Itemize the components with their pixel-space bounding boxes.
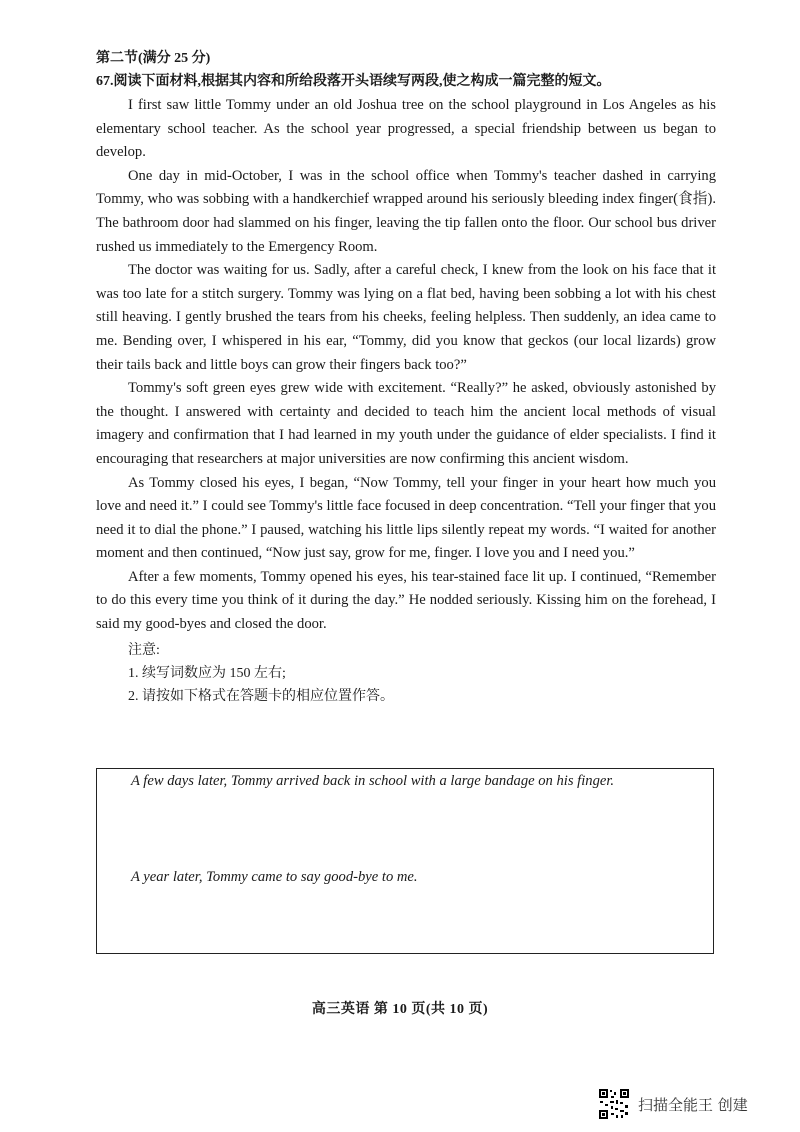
story-paragraph-6: After a few moments, Tommy opened his eyes, his tear-stained face lit up. I continued, “Remember to do this every time you think of it during the day.” He nodded seriously. Kissing him on the forehead, I said my good-byes and closed the door.: [96, 568, 716, 633]
continuation-prompt-2: A year later, Tommy came to say good-bye to me.: [131, 869, 418, 885]
story-paragraph-1: I first saw little Tommy under an old Joshua tree on the school playground in Los Angeles as his elementary school teacher. As the school year progressed, a special friendship between us began to develop.: [96, 97, 716, 161]
continuation-prompt-1: A few days later, Tommy arrived back in school with a large bandage on his finger.: [131, 773, 615, 789]
note-item-1: 1. 续写词数应为 150 左右;: [128, 665, 286, 681]
notes-heading: 注意:: [128, 642, 160, 658]
qr-code-icon: [598, 1088, 630, 1120]
scanner-watermark: [598, 1088, 748, 1120]
story-paragraph-5: As Tommy closed his eyes, I began, “Now Tommy, tell your finger in your heart how much you love and need it.” I could see Tommy's little face focused in deep concentration. “Tell your finger that you need it to dial the phone.” I paused, watching his little lips silently repeat my words. “I waited for another moment and then continued, “Now just say, grow for me, finger. I love you and I need you.”: [96, 474, 716, 562]
answer-box: [96, 768, 714, 954]
note-item-2: 2. 请按如下格式在答题卡的相应位置作答。: [128, 688, 394, 704]
story-paragraph-3: The doctor was waiting for us. Sadly, after a careful check, I knew from the look on his face that it was too late for a stitch surgery. Tommy was lying on a flat bed, having been sobbing a lot with his chest still heaving. I gently brushed the tears from his cheeks, feeling helpless. Then suddenly, an idea came to me. Bending over, I whispered in his ear, “Tommy, did you know that geckos (our local lizards) grow their tails back and little boys can grow their fingers back too?”: [96, 262, 716, 373]
watermark-text: 扫描全能王 创建: [638, 1095, 748, 1114]
exam-page: [96, 48, 716, 708]
story-paragraph-2: One day in mid-October, I was in the school office when Tommy's teacher dashed in carrying Tommy, who was sobbing with a handkerchief wrapped around his seriously bleeding index finger(食指). The bathroom door had slammed on his finger, leaving the tip fallen onto the floor. Our school bus driver rushed us immediately to the Emergency Room.: [96, 167, 716, 255]
story-paragraph-4: Tommy's soft green eyes grew wide with excitement. “Really?” he asked, obviously astonished by the thought. I answered with certainty and decided to teach him the ancient local methods of visual imagery and confirmation that I had learned in my youth under the guidance of elder specialists. I find it encouraging that researchers at major universities are now confirming this ancient wisdom.: [96, 380, 716, 467]
section-title: 第二节(满分 25 分): [96, 51, 211, 66]
page-footer: 高三英语 第 10 页(共 10 页): [311, 1002, 489, 1017]
question-instruction: 67.阅读下面材料,根据其内容和所给段落开头语续写两段,使之构成一篇完整的短文。: [96, 74, 611, 89]
